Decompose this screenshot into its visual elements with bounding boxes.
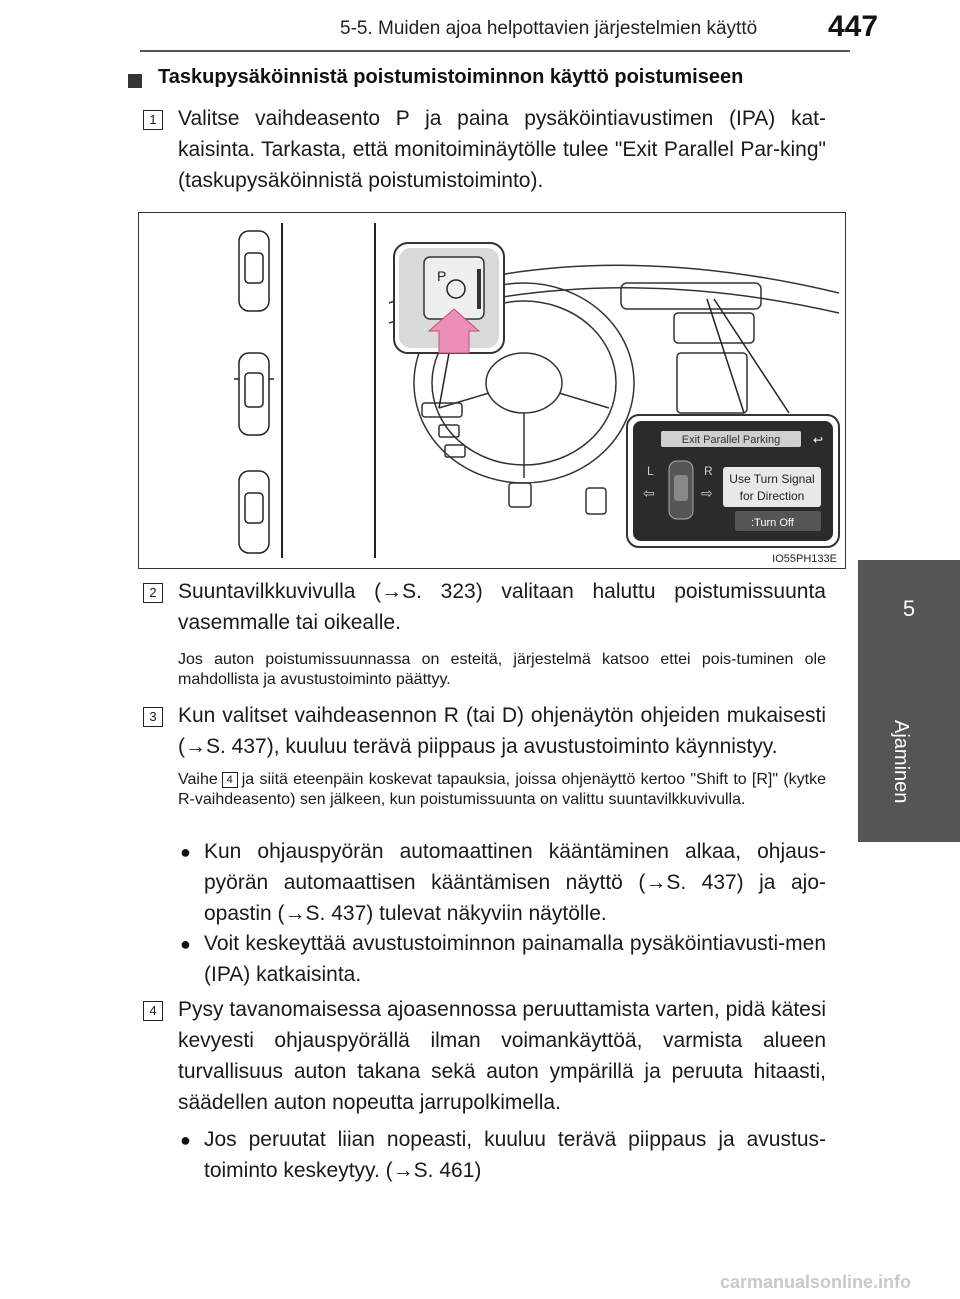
note-text-after: ja siitä eteenpäin koskevat tapauksia, joissa ohjenäyttö kertoo "Shift to [R]" (kytke R-vaihdeasento) sen jälkeen, kun poistumissuunta on valittu suuntavilkkuvivulla.	[178, 771, 826, 808]
multi-info-display	[627, 415, 839, 547]
bullet-text: Jos peruutat liian nopeasti, kuuluu terävä piippaus ja avustus-toiminto keskeytyy. (→S. 461)	[204, 1128, 826, 1182]
step-note: Jos auton poistumissuunnassa on esteitä, järjestelmä katsoo ettei pois-tuminen ole mahdollista ja avustustoiminto päättyy.	[178, 651, 826, 688]
ipa-switch-inset	[394, 243, 504, 353]
bullet-icon: ●	[180, 934, 191, 954]
bullet-icon: ●	[180, 1130, 191, 1150]
screen-message-2: for Direction	[739, 489, 805, 503]
parked-car-front-icon	[239, 231, 269, 311]
chapter-number: 5	[902, 596, 916, 621]
screen-turn-off: :Turn Off	[751, 517, 794, 529]
bullet-icon: ●	[180, 842, 191, 862]
step-number-box: 1	[143, 110, 163, 130]
right-arrow-icon: ⇨	[701, 486, 713, 502]
section-title: 5-5. Muiden ajoa helpottavien järjestelmien käyttö	[340, 18, 758, 39]
own-car-icon	[234, 353, 274, 435]
bullet-text: Voit keskeyttää avustustoiminnon painamalla pysäköintiavusti-men (IPA) katkaisinta.	[204, 932, 826, 986]
screen-left-label: L	[647, 464, 654, 478]
left-arrow-icon: ⇦	[643, 486, 655, 502]
step-text: Valitse vaihdeasento P ja paina pysäköintiavustimen (IPA) kat-kaisinta. Tarkasta, että monitoiminäytölle tulee "Exit Parallel Par-king" (taskupysäköinnistä poistumistoiminto).	[178, 107, 826, 192]
heading-square-icon	[128, 74, 142, 88]
inline-step-ref: 4	[222, 772, 238, 788]
step-number-box: 2	[143, 583, 163, 603]
step-number-box: 4	[143, 1001, 163, 1021]
screen-message-1: Use Turn Signal	[729, 472, 815, 486]
return-icon: ↩	[813, 433, 824, 447]
watermark: carmanualsonline.info	[720, 1272, 912, 1292]
dashboard-illustration	[139, 213, 844, 567]
ipa-button-label: P	[437, 268, 447, 284]
screen-right-label: R	[704, 464, 713, 478]
step-note	[178, 770, 826, 810]
step-text: Suuntavilkkuvivulla (→S. 323) valitaan haluttu poistumissuunta vasemmalle tai oikealle.	[178, 580, 826, 634]
illustration	[138, 212, 846, 569]
screen-title: Exit Parallel Parking	[681, 434, 781, 446]
header-rule	[140, 50, 850, 52]
section-heading: Taskupysäköinnistä poistumistoiminnon käyttö poistumiseen	[158, 66, 744, 88]
chapter-label: Ajaminen	[890, 720, 912, 804]
bullet-text: Kun ohjauspyörän automaattinen kääntäminen alkaa, ohjaus-pyörän automaattisen kääntämisen näyttö (→S. 437) ja ajo-opastin (→S. 437) tulevat näkyviin näytölle.	[204, 840, 826, 925]
step-text: Kun valitset vaihdeasennon R (tai D) ohjenäytön ohjeiden mukaisesti (→S. 437), kuuluu terävä piippaus ja avustustoiminto käynnistyy.	[178, 704, 826, 758]
parked-car-rear-icon	[239, 471, 269, 553]
step-number-box: 3	[143, 707, 163, 727]
chapter-tab	[858, 560, 960, 842]
figure-code: IO55PH133E	[772, 553, 837, 565]
step-text: Pysy tavanomaisessa ajoasennossa peruuttamista varten, pidä kätesi kevyesti ohjauspyörällä ilman voimankäyttöä, varmista alueen turvallisuus auton takana sekä auton ympärillä ja peruuta hitaasti, säädellen auton nopeutta jarrupolkimella.	[178, 998, 826, 1114]
note-text-before: Vaihe	[178, 771, 218, 788]
page-number: 447	[828, 10, 879, 43]
